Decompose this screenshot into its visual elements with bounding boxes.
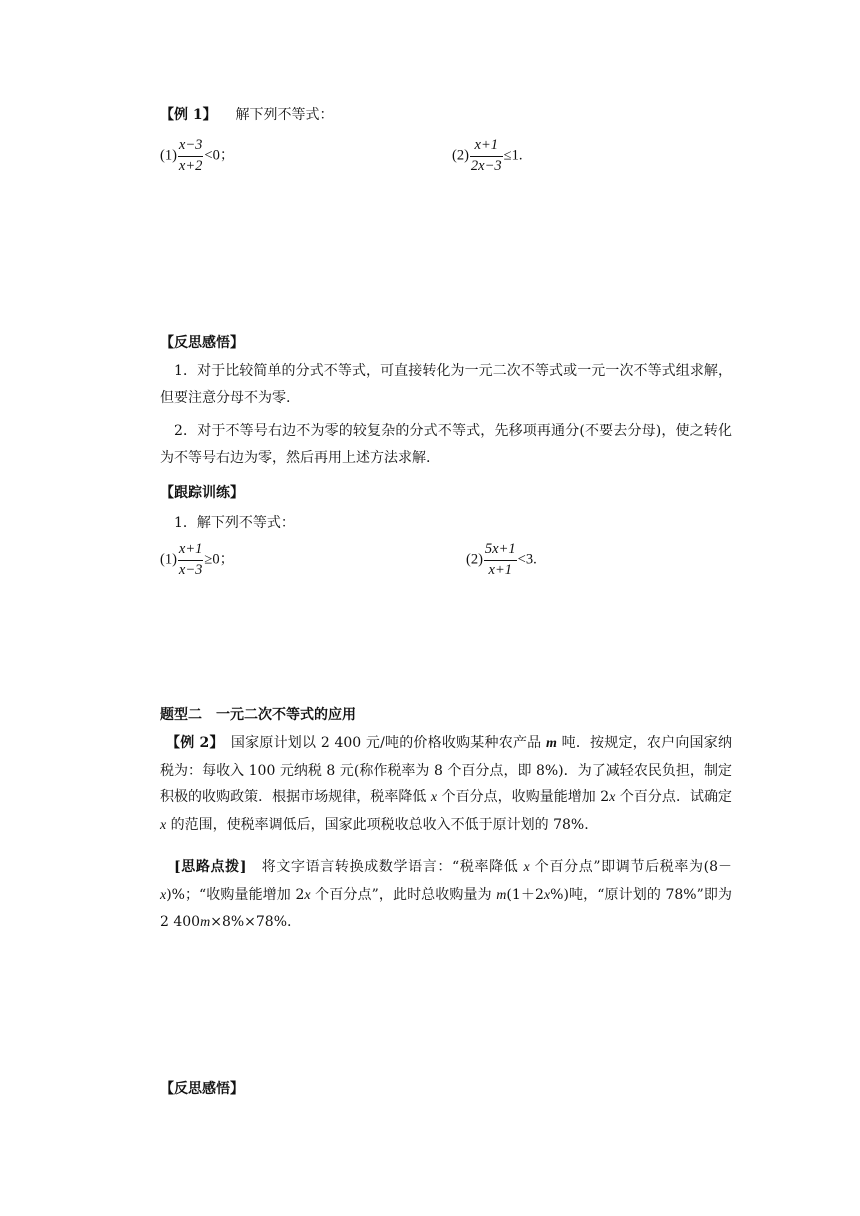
hint-paragraph: [思路点拨] 将文字语言转换成数学语言：“税率降低 x 个百分点”即调节后税率为(8－x)%；“收购量能增加 2x 个百分点”，此时总收购量为 m(1＋2x%)吨，“原计划的 78%”即为 2 400m×8%×78%. [160, 859, 733, 930]
example-1-header [160, 104, 334, 124]
section-2-heading: 题型二 一元二次不等式的应用 [160, 707, 356, 723]
hint-label: [思路点拨] [174, 859, 247, 875]
example-1-item-1: (1) $\frac{x-3}{x+2}$ <0； [160, 136, 234, 176]
fraction: $\frac{5x+1}{x+1}$ [484, 541, 516, 578]
example-2-paragraph: 【例 2】 国家原计划以 2 400 元/吨的价格收购某种农产品 m 吨．按规定，农户向国家纳税为：每收入 100 元纳税 8 元(称作税率为 8 个百分点，即 8%)．为了减轻农民负担，制定积极的收购政策．根据市场规律，税率降低 x 个百分点，收购量能增加 2x 个百分点．试确定 x 的范围，使税率调低后，国家此项税收总收入不低于原计划的 78%. [160, 735, 733, 833]
reflection-1-point-1: 1．对于比较简单的分式不等式，可直接转化为一元二次不等式或一元一次不等式组求解，但要注意分母不为零. [160, 363, 732, 406]
tracking-heading: 【跟踪训练】 [160, 485, 244, 501]
reflection-1-heading: 【反思感悟】 [160, 335, 244, 351]
reflection-1-point-2: 2．对于不等号右边不为零的较复杂的分式不等式，先移项再通分(不要去分母)，使之转化为不等号右边为零，然后再用上述方法求解. [160, 423, 732, 466]
fraction: $\frac{x+1}{x-3}$ [178, 541, 203, 578]
example-1-item-2: (2) $\frac{x+1}{2x-3}$ ≤1. [452, 136, 523, 176]
example-1-text: 解下列不等式： [235, 107, 334, 123]
fraction: $\frac{x-3}{x+2}$ [178, 137, 203, 174]
reflection-2-heading: 【反思感悟】 [160, 1081, 244, 1097]
example-1-label: 【例 1】 [160, 107, 217, 123]
tracking-item-1: (1) $\frac{x+1}{x-3}$ ≥0； [160, 540, 234, 580]
example-2-label: 【例 2】 [166, 735, 217, 751]
tracking-intro: 1．解下列不等式： [174, 515, 295, 531]
fraction: $\frac{x+1}{2x-3}$ [470, 137, 502, 174]
tracking-item-2: (2) $\frac{5x+1}{x+1}$ <3. [466, 540, 537, 580]
